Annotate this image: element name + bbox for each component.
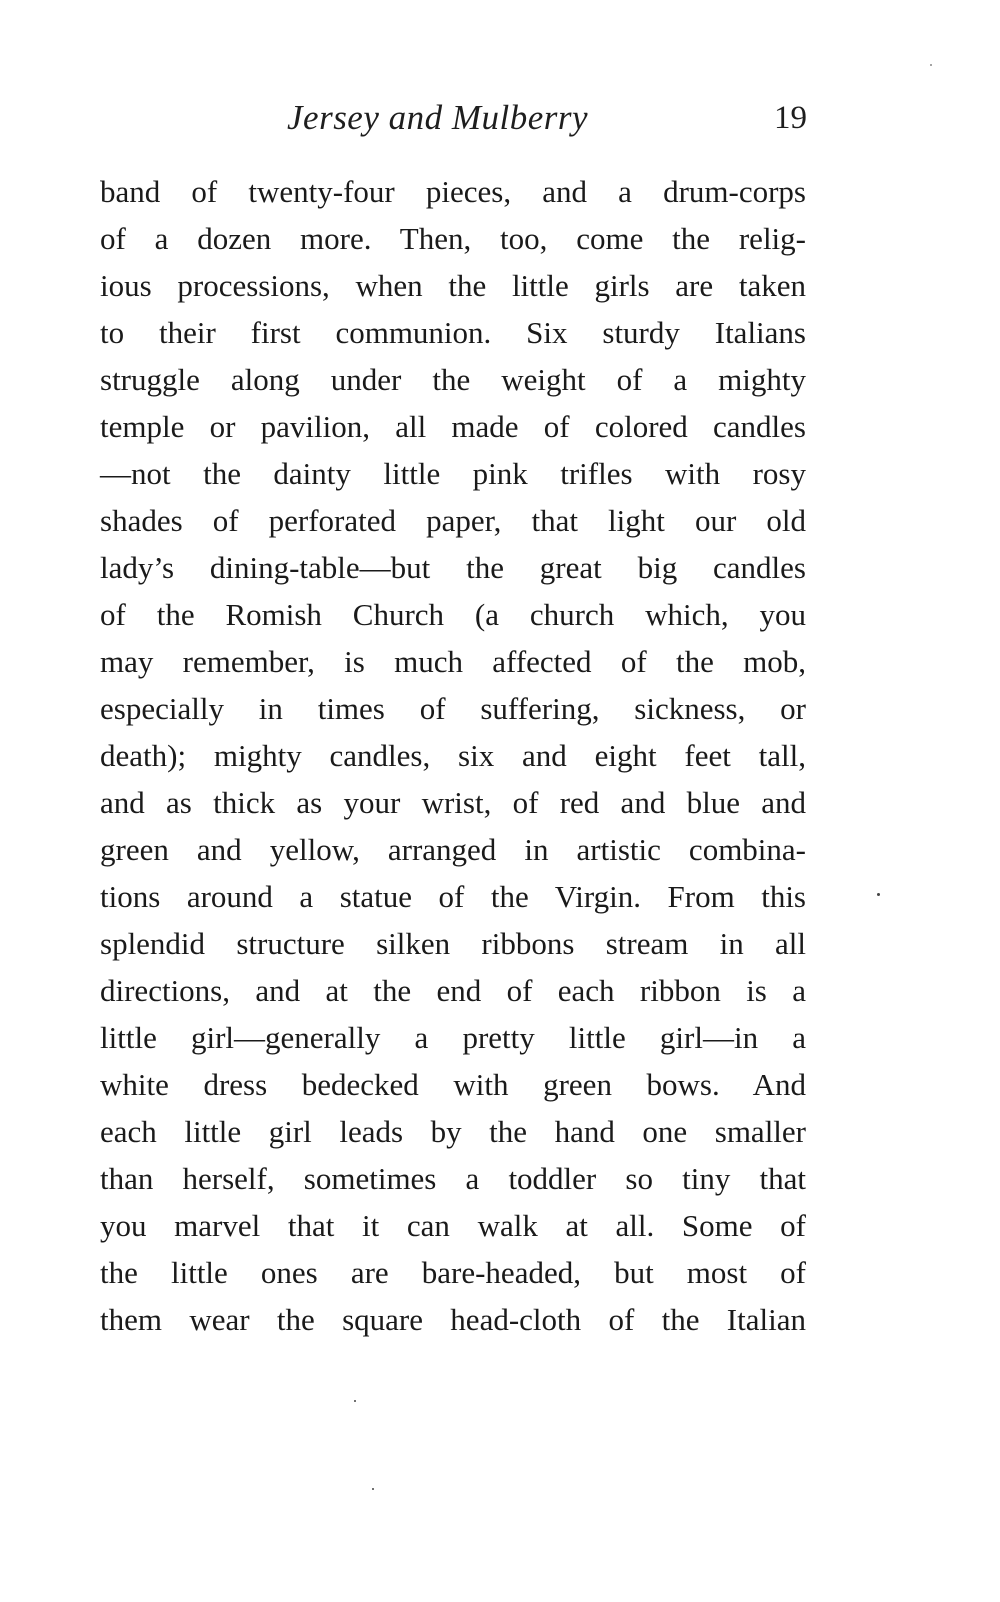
text-line: ious processions, when the little girls are taken xyxy=(100,268,806,303)
ink-speck xyxy=(877,893,880,896)
text-line: of the Romish Church (a church which, you xyxy=(100,597,806,632)
running-head xyxy=(97,92,807,142)
text-line: lady’s dining-table—but the great big candles xyxy=(100,550,806,585)
text-line: splendid structure silken ribbons stream in all xyxy=(100,926,806,961)
running-title: Jersey and Mulberry xyxy=(287,98,589,137)
text-line: little girl—generally a pretty little girl—in a xyxy=(100,1020,806,1055)
text-line: you marvel that it can walk at all. Some of xyxy=(100,1208,806,1243)
text-line: them wear the square head-cloth of the Italian xyxy=(100,1302,806,1337)
text-line: than herself, sometimes a toddler so tiny that xyxy=(100,1161,806,1196)
text-line: shades of perforated paper, that light our old xyxy=(100,503,806,538)
text-line: each little girl leads by the hand one smaller xyxy=(100,1114,806,1149)
text-line: temple or pavilion, all made of colored candles xyxy=(100,409,806,444)
text-line: band of twenty-four pieces, and a drum-corps xyxy=(100,174,806,209)
text-line: to their first communion. Six sturdy Italians xyxy=(100,315,806,350)
text-line: especially in times of suffering, sickness, or xyxy=(100,691,806,726)
text-line: white dress bedecked with green bows. And xyxy=(100,1067,806,1102)
ink-speck xyxy=(354,1400,356,1402)
text-line: struggle along under the weight of a mighty xyxy=(100,362,806,397)
body-text xyxy=(100,168,806,1343)
text-line: directions, and at the end of each ribbon is a xyxy=(100,973,806,1008)
text-line: the little ones are bare-headed, but most of xyxy=(100,1255,806,1290)
text-line: and as thick as your wrist, of red and blue and xyxy=(100,785,806,820)
text-line: may remember, is much affected of the mob, xyxy=(100,644,806,679)
text-line: —not the dainty little pink trifles with rosy xyxy=(100,456,806,491)
text-line: of a dozen more. Then, too, come the relig- xyxy=(100,221,806,256)
text-line: tions around a statue of the Virgin. From this xyxy=(100,879,806,914)
text-line: death); mighty candles, six and eight feet tall, xyxy=(100,738,806,773)
page-number: 19 xyxy=(774,100,807,136)
text-line: green and yellow, arranged in artistic combina- xyxy=(100,832,806,867)
ink-speck xyxy=(372,1488,374,1490)
ink-speck xyxy=(930,64,932,66)
